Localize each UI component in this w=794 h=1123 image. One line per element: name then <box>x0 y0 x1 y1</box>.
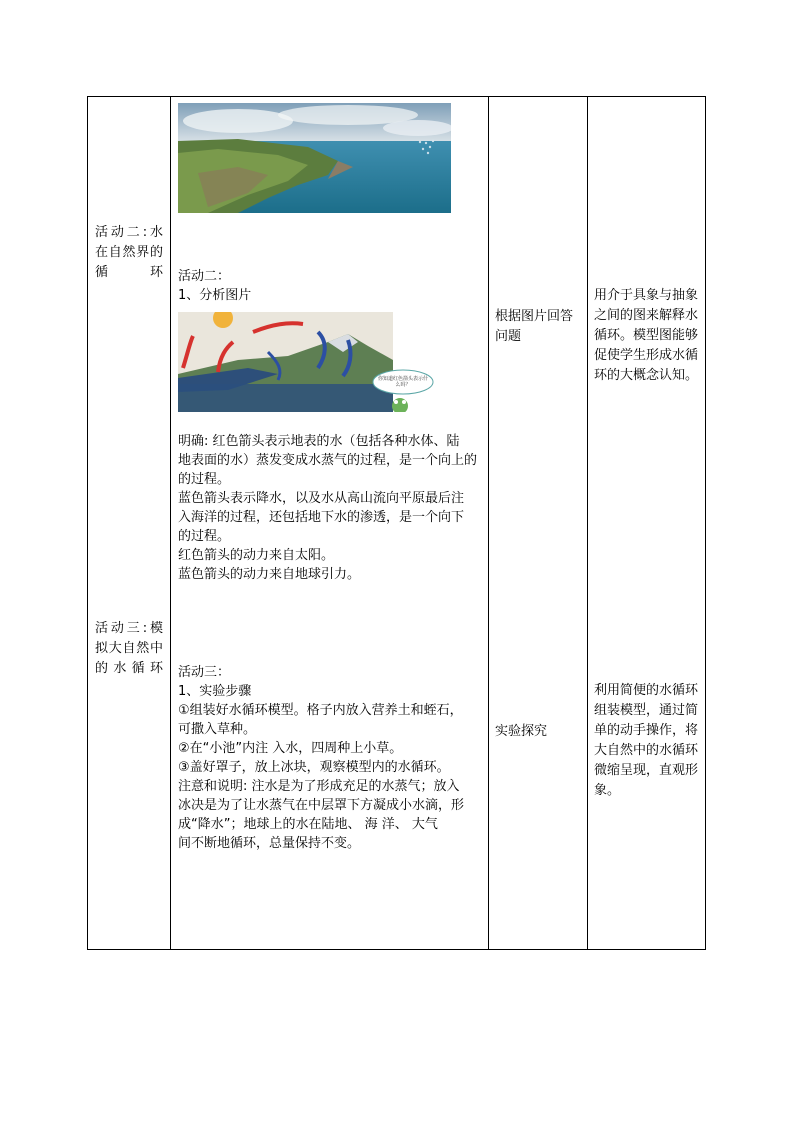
column-divider <box>488 97 489 949</box>
activity3-heading: 活动三： <box>178 665 231 680</box>
design-intent-3: 利用简便的水循环组装模型，通过简单的动手操作，将大自然中的水循环微缩呈现，直观形象。 <box>594 683 699 798</box>
student-activity-2: 根据图片回答问题 <box>495 309 574 344</box>
activity2-step: 1、分析图片 <box>178 288 252 303</box>
explain-line: 的过程。 <box>178 472 231 487</box>
step-line: ①组装好水循环模型。格子内放入营养土和蛭石， <box>178 703 463 718</box>
step-line: 成“降水”；地球上的水在陆地、 海 洋、 大气 <box>178 817 438 832</box>
student-activity-3: 实验探究 <box>495 724 548 739</box>
explain-line: 的过程。 <box>178 529 231 544</box>
step-line: 注意和说明: 注水是为了形成充足的水蒸气；放入 <box>178 779 460 794</box>
explain-line: 地表面的水）蒸发变成水蒸气的过程，是一个向上的 <box>178 453 478 468</box>
column-divider <box>170 97 171 949</box>
explain-line: 蓝色箭头的动力来自地球引力。 <box>178 567 361 582</box>
coast-landscape-image <box>178 103 451 213</box>
diagram-bubble-text: 你知道红色箭头表示什么吗？ <box>377 376 428 388</box>
step-line: 冰决是为了让水蒸气在中层罩下方凝成小水滴，形 <box>178 798 465 813</box>
step-line: 间不断地循环，总量保持不变。 <box>178 836 361 851</box>
explain-line: 入海洋的过程，还包括地下水的渗透，是一个向下 <box>178 510 465 525</box>
explain-line: 蓝色箭头表示降水，以及水从高山流向平原最后注 <box>178 491 465 506</box>
explain-line: 明确: 红色箭头表示地表的水（包括各种水体、陆 <box>178 434 460 449</box>
step-line: ②在“小池”内注 入水，四周种上小草。 <box>178 741 403 756</box>
design-intent-2: 用介于具象与抽象之间的图来解释水循环。模型图能够促使学生形成水循环的大概念认知。 <box>594 288 699 383</box>
activity2-title: 活动二:水在自然界的循环 <box>95 225 163 280</box>
activity3-title: 活动三:模拟大自然中的水循环 <box>95 621 163 676</box>
activity2-heading: 活动二： <box>178 269 231 284</box>
activity3-step: 1、实验步骤 <box>178 684 252 699</box>
explain-line: 红色箭头的动力来自太阳。 <box>178 548 335 563</box>
step-line: 可撒入草种。 <box>178 722 257 737</box>
step-line: ③盖好罩子，放上冰块，观察模型内的水循环。 <box>178 760 450 775</box>
column-divider <box>587 97 588 949</box>
water-cycle-diagram <box>178 312 438 412</box>
